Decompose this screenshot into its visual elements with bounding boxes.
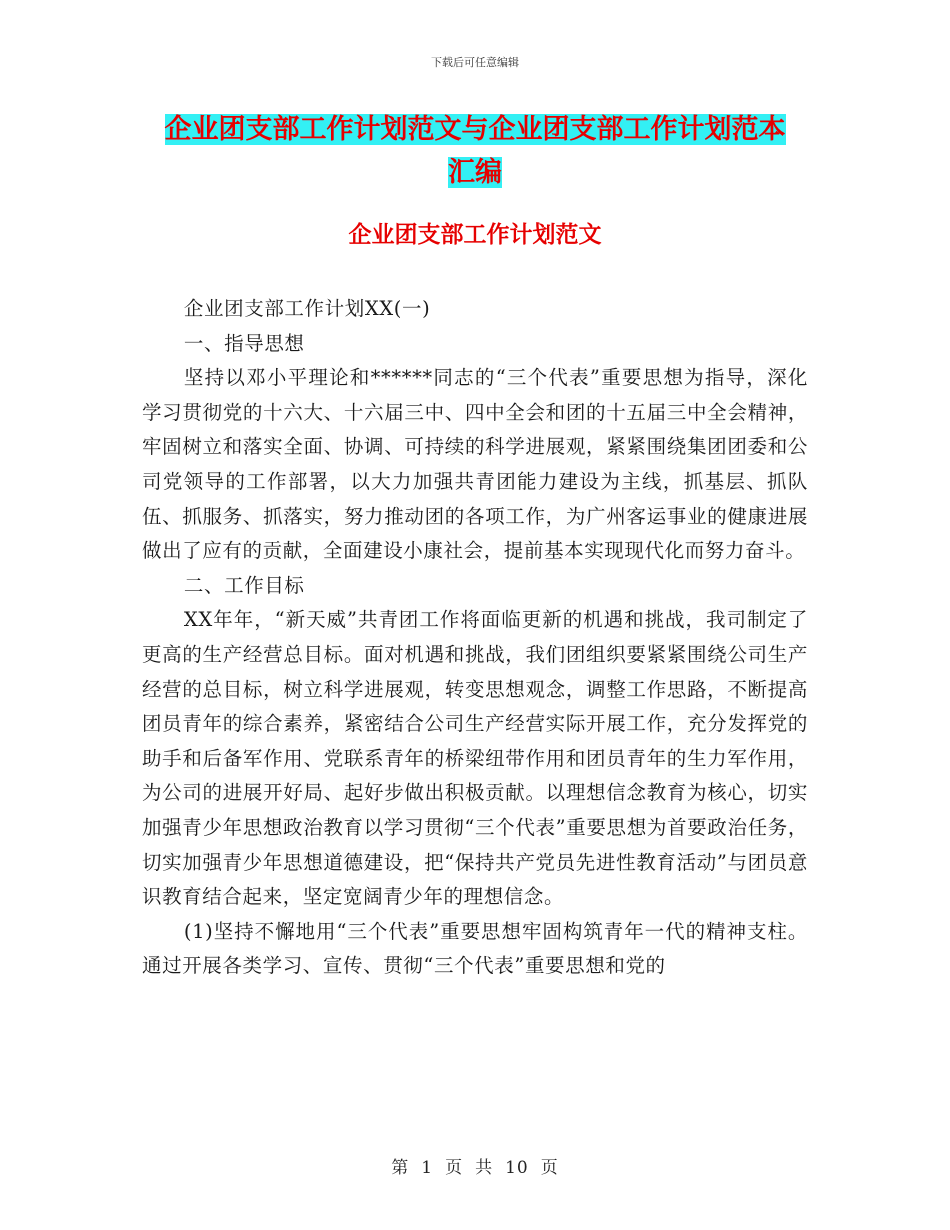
paragraph-guiding-ideology: 坚持以邓小平理论和******同志的“三个代表”重要思想为指导，深化学习贯彻党的十六大、十六届三中、四中全会和团的十五届三中全会精神，牢固树立和落实全面、协调、可持续的科学进展观，紧紧围绕集团团委和公司党领导的工作部署，以大力加强共青团能力建设为主线，抓基层、抓队伍、抓服务、抓落实，努力推动团的各项工作，为广州客运事业的健康进展做出了应有的贡献，全面建设小康社会，提前基本实现现代化而努力奋斗。 [142, 366, 808, 563]
footer-total-pages: 10 [505, 1158, 529, 1178]
document-body [142, 292, 808, 984]
paragraph-item-1: (1)坚持不懈地用“三个代表”重要思想牢固构筑青年一代的精神支柱。通过开展各类学习、宣传、贯彻“三个代表”重要思想和党的 [142, 919, 808, 978]
footer-label-of: 页 [445, 1158, 464, 1178]
paragraph-heading-guiding-ideology: 一、指导思想 [183, 331, 305, 355]
title-line-1: 企业团支部工作计划范文与企业团支部工作计划范本 [164, 114, 786, 145]
footer-label-pages: 页 [540, 1158, 559, 1178]
title-line-2: 汇编 [448, 157, 502, 188]
paragraph-heading-work-goals: 二、工作目标 [183, 573, 305, 597]
page-footer [0, 1153, 950, 1178]
header-note: 下载后可任意编辑 [431, 56, 519, 69]
footer-current-page: 1 [421, 1158, 434, 1178]
footer-label-page: 第 [391, 1158, 410, 1178]
document-title [140, 108, 810, 194]
section-title: 企业团支部工作计划范文 [348, 222, 602, 248]
paragraph-plan-heading: 企业团支部工作计划XX(一) [183, 297, 431, 320]
footer-label-total: 共 [475, 1158, 494, 1178]
paragraph-work-goals: XX年年，“新天威”共青团工作将面临更新的机遇和挑战，我司制定了更高的生产经营总目标。面对机遇和挑战，我们团组织要紧紧围绕公司生产经营的总目标，树立科学进展观，转变思想观念，调整工作思路，不断提高团员青年的综合素养，紧密结合公司生产经营实际开展工作，充分发挥党的助手和后备军作用、党联系青年的桥梁纽带作用和团员青年的生力军作用，为公司的进展开好局、起好步做出积极贡献。以理想信念教育为核心，切实加强青少年思想政治教育以学习贯彻“三个代表”重要思想为首要政治任务，切实加强青少年思想道德建设，把“保持共产党员先进性教育活动”与团员意识教育结合起来，坚定宽阔青少年的理想信念。 [142, 608, 808, 909]
